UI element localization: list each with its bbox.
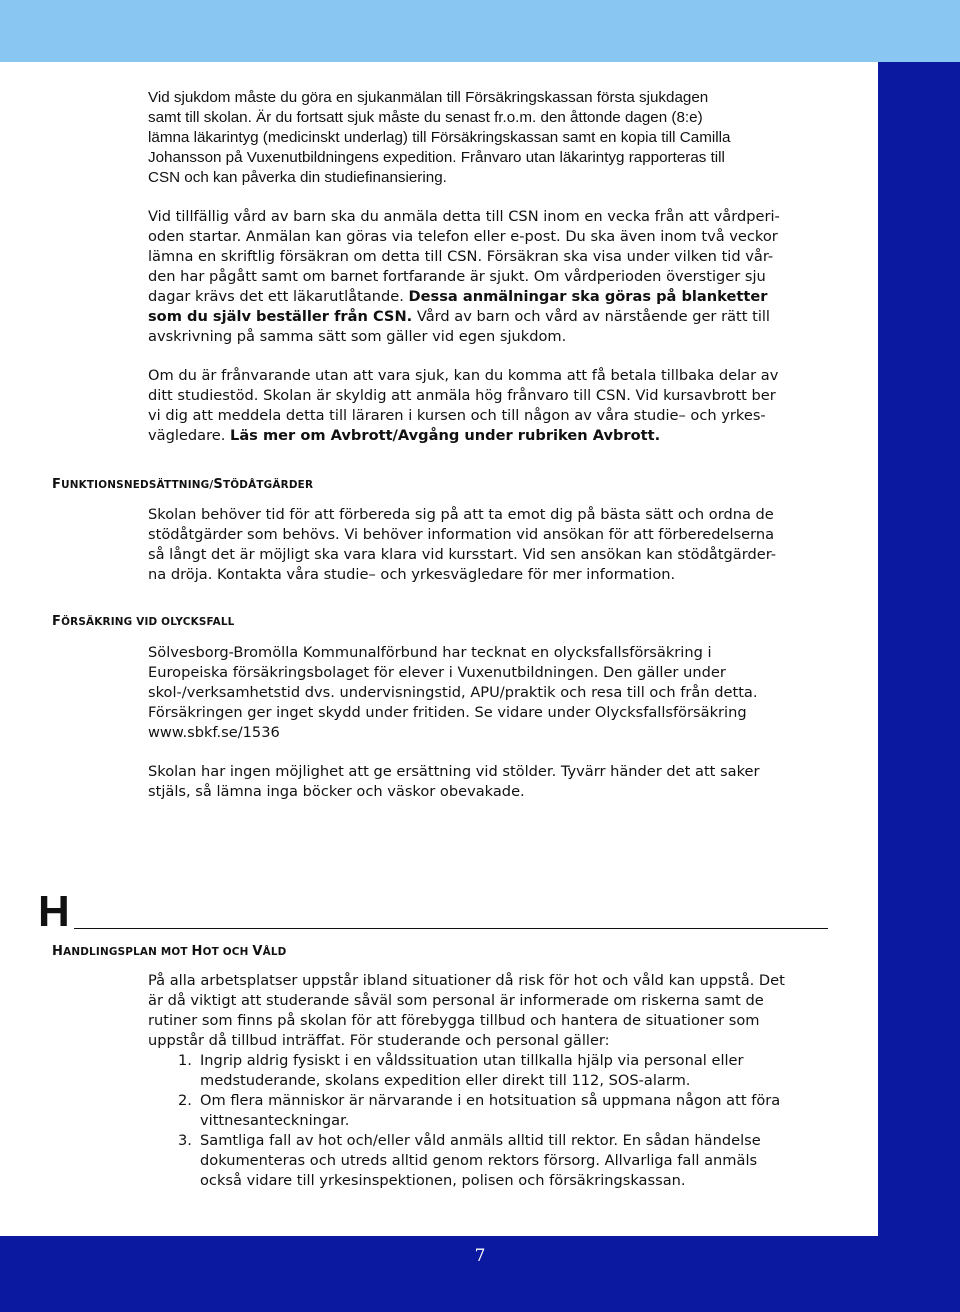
text-line: vi dig att meddela detta till läraren i kursen och till någon av våra studie– och yrkes- xyxy=(148,407,766,424)
text-line: Försäkringen ger inget skydd under fritiden. Se vidare under Olycksfallsförsäkring xyxy=(148,704,747,721)
text-line: lämna en skriftlig försäkran om detta till CSN. Försäkran ska visa under vilken tid vår- xyxy=(148,248,774,265)
list-item xyxy=(148,1051,868,1091)
insurance-link[interactable]: www.sbkf.se/1536 xyxy=(148,724,280,741)
text-line: Vid tillfällig vård av barn ska du anmäla detta till CSN inom en vecka från att vårdperi- xyxy=(148,208,780,225)
paragraph-child-care xyxy=(148,207,780,347)
section-letter: H xyxy=(38,887,70,936)
text-line: dagar krävs det ett läkarutlåtande. Dessa anmälningar ska göras på blanketter xyxy=(148,288,768,305)
paragraph-absence xyxy=(148,366,778,446)
text-line: Skolan behöver tid för att förbereda sig på att ta emot dig på bästa sätt och ordna de xyxy=(148,506,774,523)
action-list xyxy=(148,1051,868,1191)
top-color-band xyxy=(0,0,960,62)
list-number: 1. xyxy=(178,1052,192,1069)
text-line: På alla arbetsplatser uppstår ibland situationer då risk för hot och våld kan uppstå. Det xyxy=(148,972,785,989)
paragraph-insurance xyxy=(148,643,758,743)
text-line: oden startar. Anmälan kan göras via telefon eller e-post. Du ska även inom två veckor xyxy=(148,228,778,245)
text-line: Vid sjukdom måste du göra en sjukanmälan till Försäkringskassan första sjukdagen xyxy=(148,89,709,106)
list-item xyxy=(148,1131,868,1191)
text-line: Om flera människor är närvarande i en hotsituation så uppmana någon att föra xyxy=(200,1092,781,1109)
text-line: Om du är frånvarande utan att vara sjuk, kan du komma att få betala tillbaka delar av xyxy=(148,367,779,384)
paragraph-support xyxy=(148,505,776,585)
text-line: vittnesanteckningar. xyxy=(200,1112,350,1129)
list-number: 2. xyxy=(178,1092,192,1109)
text-line: rutiner som finns på skolan för att förebygga tillbud och hantera de situationer som xyxy=(148,1012,760,1029)
text-line: lämna läkarintyg (medicinskt underlag) till Försäkringskassan samt en kopia till Camilla xyxy=(148,129,731,146)
list-number: 3. xyxy=(178,1132,192,1149)
text-line: så långt det är möjligt ska vara klara vid kursstart. Vid sen ansökan kan stödåtgärder- xyxy=(148,546,777,563)
text-line: na dröja. Kontakta våra studie– och yrkesvägledare för mer information. xyxy=(148,566,676,583)
text-line: Samtliga fall av hot och/eller våld anmäls alltid till rektor. En sådan händelse xyxy=(200,1132,761,1149)
list-item xyxy=(148,1091,868,1131)
text-line: skol-/verksamhetstid dvs. undervisningstid, APU/praktik och resa till och från detta. xyxy=(148,684,758,701)
text-line: också vidare till yrkesinspektionen, polisen och försäkringskassan. xyxy=(200,1172,686,1189)
text-line: stjäls, så lämna inga böcker och väskor obevakade. xyxy=(148,783,525,800)
text-line: dokumenteras och utreds alltid genom rektors försorg. Allvarliga fall anmäls xyxy=(200,1152,758,1169)
section-divider xyxy=(74,928,828,929)
text-line: CSN och kan påverka din studiefinansiering. xyxy=(148,169,447,186)
text-line: den har pågått samt om barnet fortfarande är sjukt. Om vårdperioden överstiger sju xyxy=(148,268,766,285)
text-line: vägledare. Läs mer om Avbrott/Avgång under rubriken Avbrott. xyxy=(148,427,661,444)
text-line: är då viktigt att studerande såväl som personal är informerade om riskerna samt de xyxy=(148,992,764,1009)
text-line: Ingrip aldrig fysiskt i en våldssituation utan tillkalla hjälp via personal eller xyxy=(200,1052,744,1069)
paragraph-sick-leave xyxy=(148,88,730,188)
right-side-band xyxy=(878,62,960,1240)
section-heading-insurance: FÖRSÄKRING VID OLYCKSFALL xyxy=(52,614,235,629)
text-line: avskrivning på samma sätt som gäller vid egen sjukdom. xyxy=(148,328,567,345)
paragraph-theft xyxy=(148,762,760,802)
text-line: Johansson på Vuxenutbildningens expedition. Frånvaro utan läkarintyg rapporteras till xyxy=(148,149,725,166)
page-number: 7 xyxy=(474,1246,486,1266)
text-line: som du själv beställer från CSN. Vård av barn och vård av närstående ger rätt till xyxy=(148,308,770,325)
text-line: Europeiska försäkringsbolaget för elever i Vuxenutbildningen. Den gäller under xyxy=(148,664,726,681)
section-heading-disability: FUNKTIONSNEDSÄTTNING/STÖDÅTGÄRDER xyxy=(52,477,314,492)
text-line: ditt studiestöd. Skolan är skyldig att anmäla hög frånvaro till CSN. Vid kursavbrott ber xyxy=(148,387,776,404)
text-line: uppstår då tillbud inträffat. För studerande och personal gäller: xyxy=(148,1032,610,1049)
paragraph-action-plan xyxy=(148,971,785,1051)
text-line: Sölvesborg-Bromölla Kommunalförbund har tecknat en olycksfallsförsäkring i xyxy=(148,644,712,661)
text-line: samt till skolan. Är du fortsatt sjuk måste du senast fr.o.m. den åttonde dagen (8:e) xyxy=(148,109,703,126)
text-line: Skolan har ingen möjlighet att ge ersättning vid stölder. Tyvärr händer det att saker xyxy=(148,763,760,780)
text-line: medstuderande, skolans expedition eller direkt till 112, SOS-alarm. xyxy=(200,1072,691,1089)
text-line: stödåtgärder som behövs. Vi behöver information vid ansökan för att förberedelserna xyxy=(148,526,775,543)
section-heading-threats: HANDLINGSPLAN MOT HOT OCH VÅLD xyxy=(52,944,287,959)
